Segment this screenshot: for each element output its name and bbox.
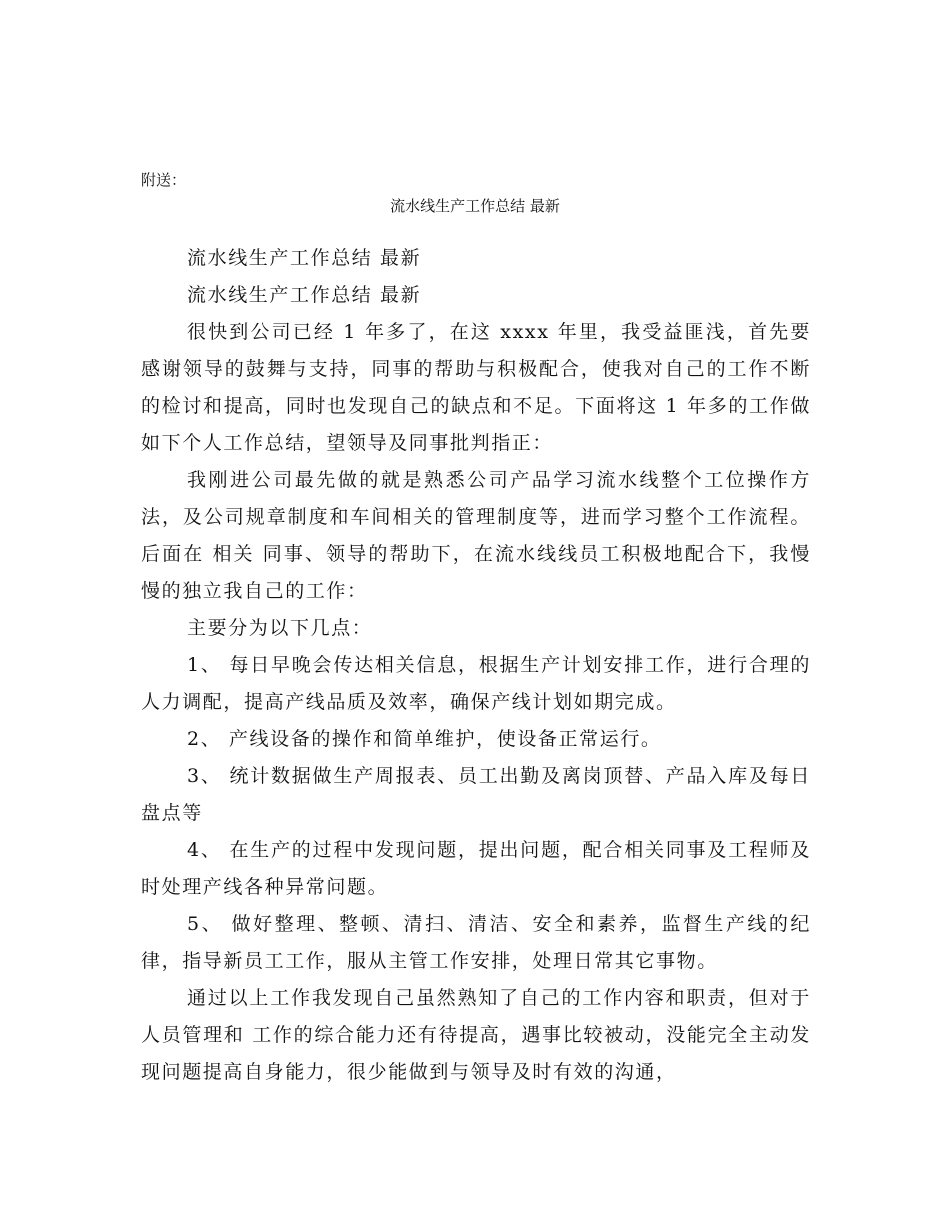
list-item-2: 2、 产线设备的操作和简单维护，使设备正常运行。 — [187, 728, 662, 750]
document-note: 附送： — [141, 171, 187, 189]
paragraph-heading-1: 流水线生产工作总结 最新 — [187, 247, 422, 269]
paragraph-main-points: 主要分为以下几点： — [187, 617, 373, 639]
paragraph-heading-2: 流水线生产工作总结 最新 — [187, 284, 422, 306]
document-body — [141, 240, 811, 1091]
paragraph-intro: 很快到公司已经 1 年多了，在这 xxxx 年里，我受益匪浅，首先要感谢领导的鼓舞与支持，同事的帮助与积极配合，使我对自己的工作不断的检讨和提高，同时也发现自己的缺点和不足。下面将这 1 年多的工作做如下个人工作总结，望领导及同事批判指正： — [141, 321, 811, 454]
paragraph-reflection: 通过以上工作我发现自己虽然熟知了自己的工作内容和职责，但对于人员管理和 工作的综合能力还有待提高，遇事比较被动，没能完全主动发现问题提高自身能力，很少能做到与领导及时有效的沟通， — [141, 987, 811, 1083]
list-item-1: 1、 每日早晚会传达相关信息，根据生产计划安排工作，进行合理的人力调配，提高产线品质及效率，确保产线计划如期完成。 — [141, 654, 811, 713]
list-item-5: 5、 做好整理、整顿、清扫、清洁、安全和素养，监督生产线的纪律，指导新员工工作，服从主管工作安排，处理日常其它事物。 — [141, 913, 811, 972]
document-title: 流水线生产工作总结 最新 — [390, 197, 560, 215]
list-item-4: 4、 在生产的过程中发现问题，提出问题，配合相关同事及工程师及时处理产线各种异常问题。 — [141, 839, 811, 898]
list-item-3: 3、 统计数据做生产周报表、员工出勤及离岗顶替、产品入库及每日盘点等 — [141, 765, 811, 824]
paragraph-learning: 我刚进公司最先做的就是熟悉公司产品学习流水线整个工位操作方法，及公司规章制度和车间相关的管理制度等，进而学习整个工作流程。后面在 相关 同事、领导的帮助下，在流水线线员工积极地配合下，我慢慢的独立我自己的工作： — [141, 469, 811, 602]
